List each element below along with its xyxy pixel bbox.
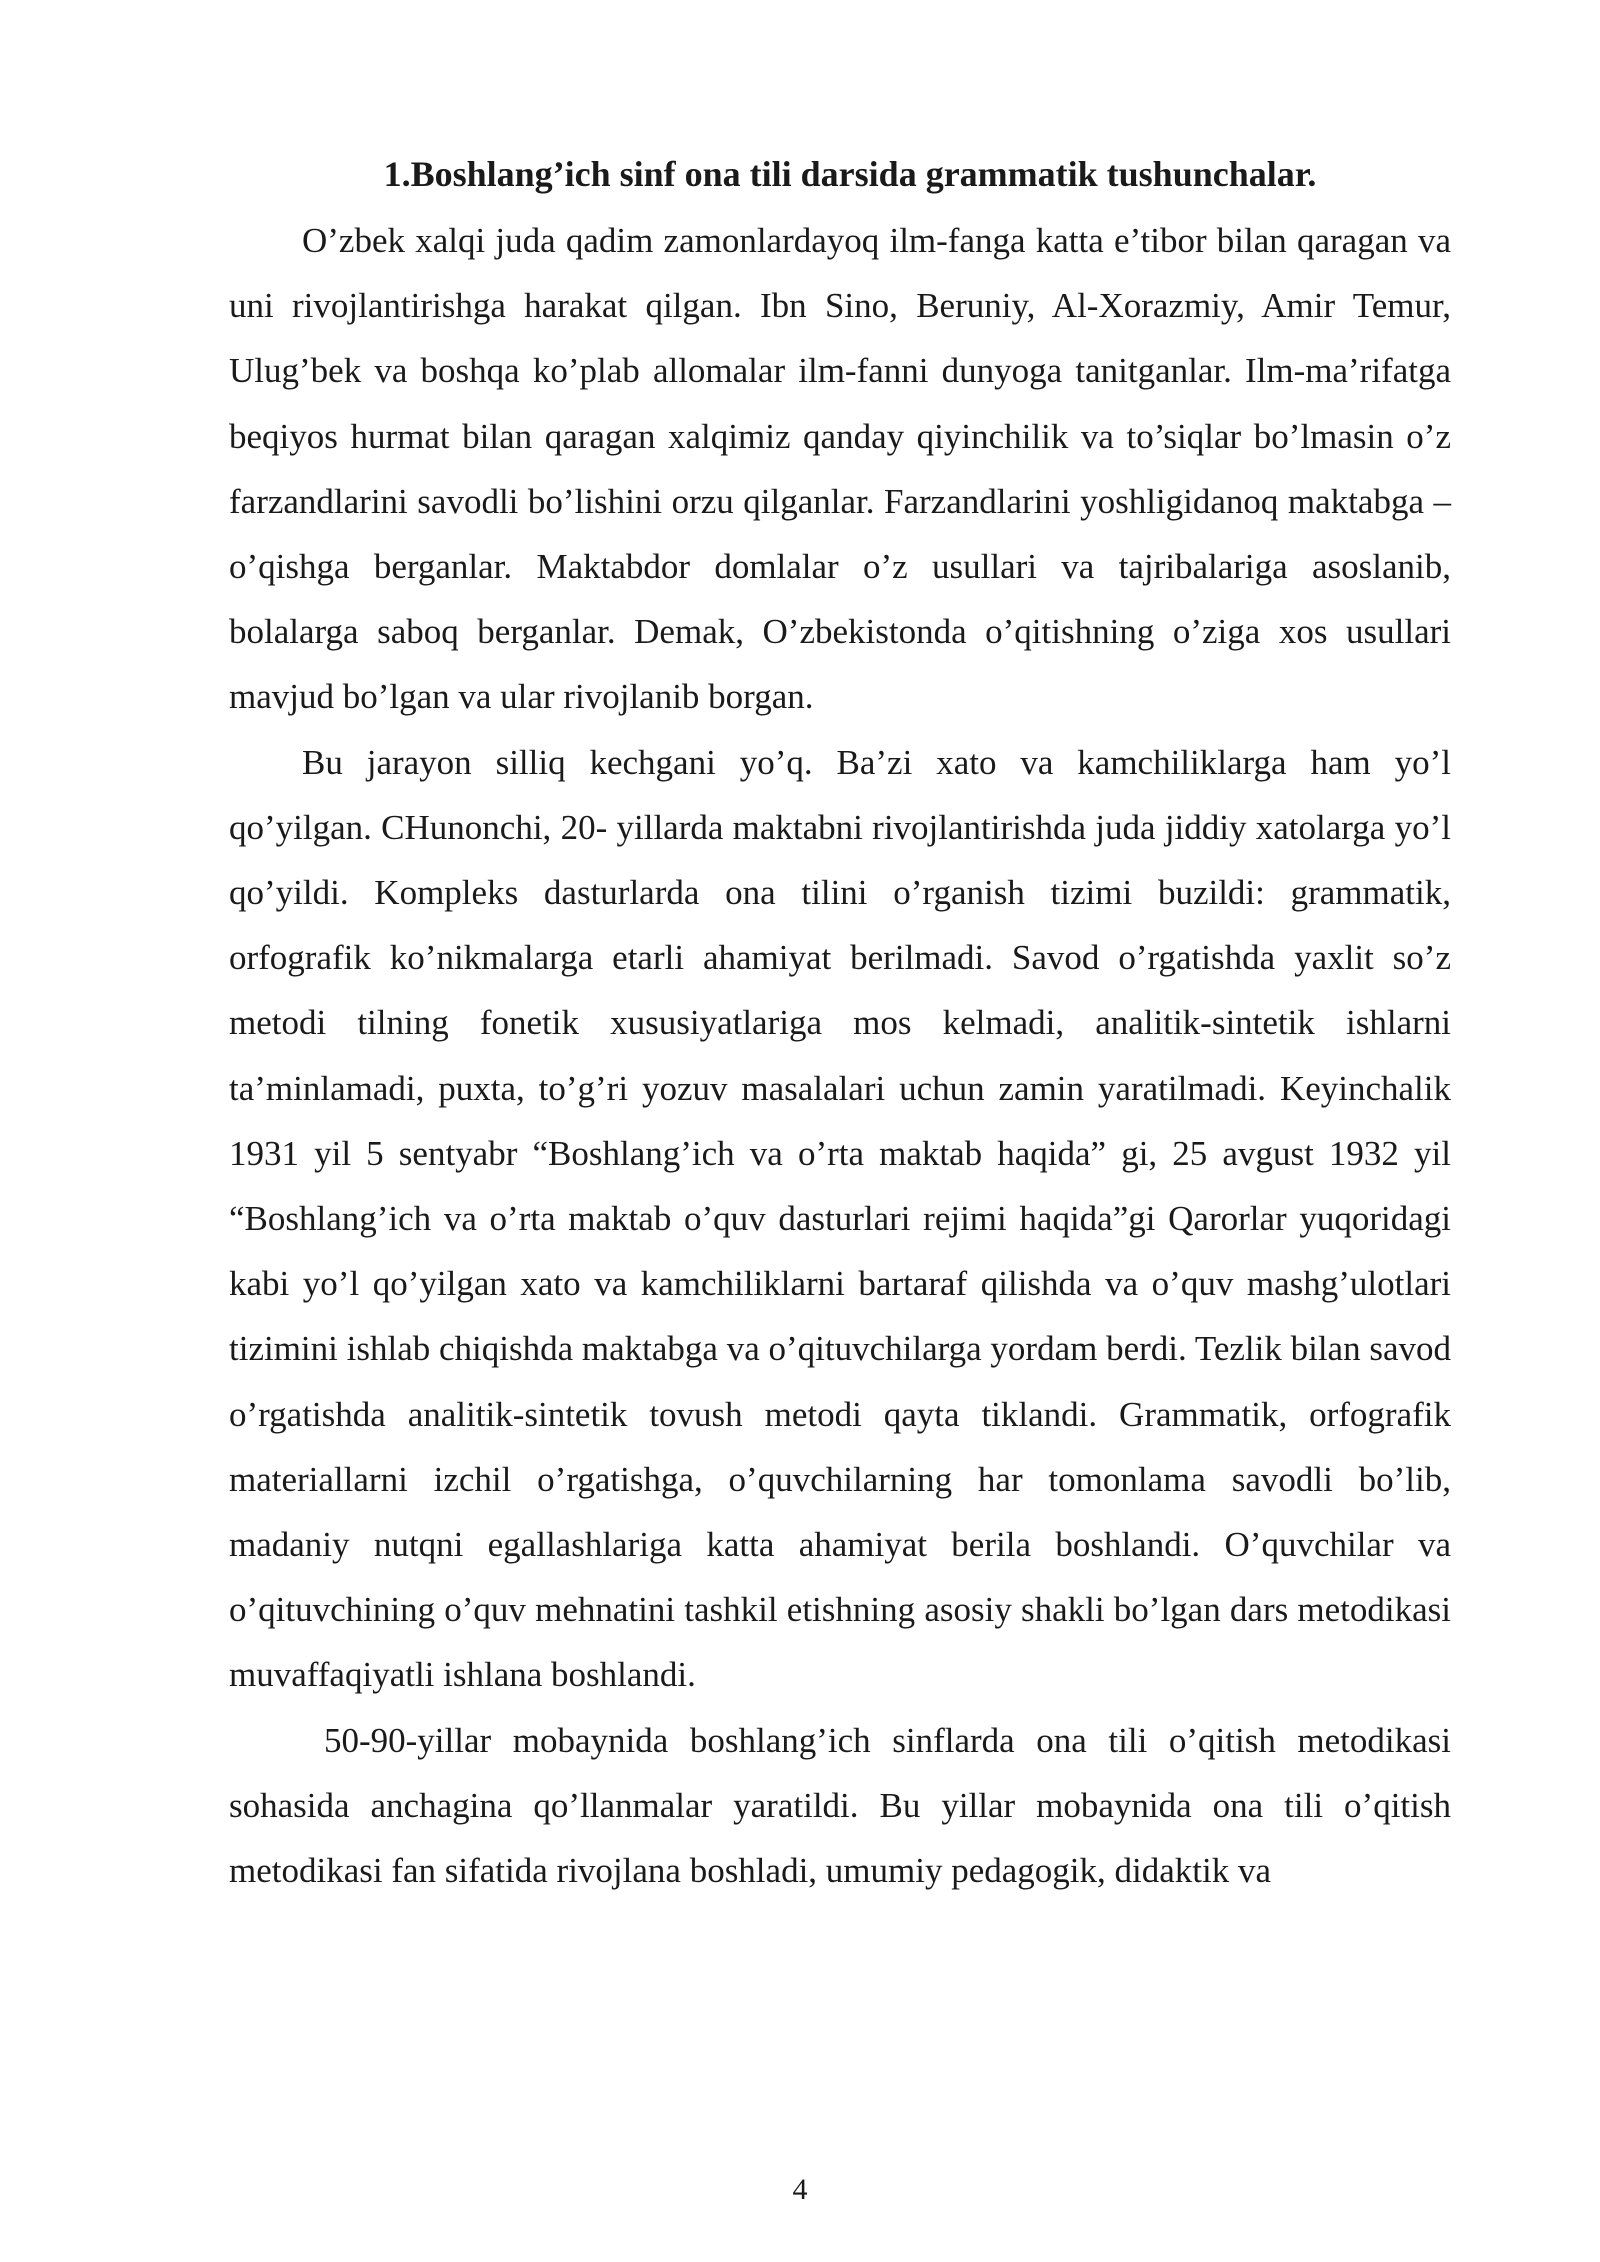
paragraph-3: 50-90-yillar mobaynida boshlang’ich sinflarda ona tili o’qitish metodikasi sohasida anchagina qo’llanmalar yaratildi. Bu yillar mobaynida ona tili o’qitish metodikasi fan sifatida rivojlana boshladi, umumiy pedagogik, didaktik va	[229, 1720, 1451, 1891]
paragraph-2: Bu jarayon silliq kechgani yo’q. Ba’zi xato va kamchiliklarga ham yo’l qo’yilgan. CHunonchi, 20- yillarda maktabni rivojlantirishda juda jiddiy xatolarga yo’l qo’yildi. Kompleks dasturlarda ona tilini o’rganish tizimi buzildi: grammatik, orfografik ko’nikmalarga etarli ahamiyat berilmadi. Savod o’rgatishda yaxlit so’z metodi tilning fonetik xususiyatlariga mos kelmadi, analitik-sintetik ishlarni ta’minlamadi, puxta, to’g’ri yozuv masalalari uchun zamin yaratilmadi. Keyinchalik 1931 yil 5 sentyabr “Boshlang’ich va o’rta maktab haqida” gi, 25 avgust 1932 yil “Boshlang’ich va o’rta maktab o’quv dasturlari rejimi haqida”gi Qarorlar yuqoridagi kabi yo’l qo’yilgan xato va kamchiliklarni bartaraf qilishda va o’quv mashg’ulotlari tizimini ishlab chiqishda maktabga va o’qituvchilarga yordam berdi. Tezlik bilan savod o’rgatishda analitik-sintetik tovush metodi qayta tiklandi. Grammatik, orfografik materiallarni izchil o’rgatishga, o’quvchilarning har tomonlama savodli bo’lib, madaniy nutqni egallashlariga katta ahamiyat berila boshlandi. O’quvchilar va o’qituvchining o’quv mehnatini tashkil etishning asosiy shakli bo’lgan dars metodikasi muvaffaqiyatli ishlana boshlandi.	[229, 742, 1451, 1695]
section-heading: 1.Boshlang’ich sinf ona tili darsida grammatik tushunchalar.	[383, 154, 1317, 194]
page-content	[229, 148, 1451, 1903]
page-number: 4	[792, 2173, 808, 2206]
paragraph-1: O’zbek xalqi juda qadim zamonlardayoq ilm-fanga katta e’tibor bilan qaragan va uni rivojlantirishga harakat qilgan. Ibn Sino, Beruniy, Al-Xorazmiy, Amir Temur, Ulug’bek va boshqa ko’plab allomalar ilm-fanni dunyoga tanitganlar. Ilm-ma’rifatga beqiyos hurmat bilan qaragan xalqimiz qanday qiyinchilik va to’siqlar bo’lmasin o’z farzandlarini savodli bo’lishini orzu qilganlar. Farzandlarini yoshligidanoq maktabga – o’qishga berganlar. Maktabdor domlalar o’z usullari va tajribalariga asoslanib, bolalarga saboq berganlar. Demak, O’zbekistonda o’qitishning o’ziga xos usullari mavjud bo’lgan va ular rivojlanib borgan.	[229, 221, 1451, 717]
